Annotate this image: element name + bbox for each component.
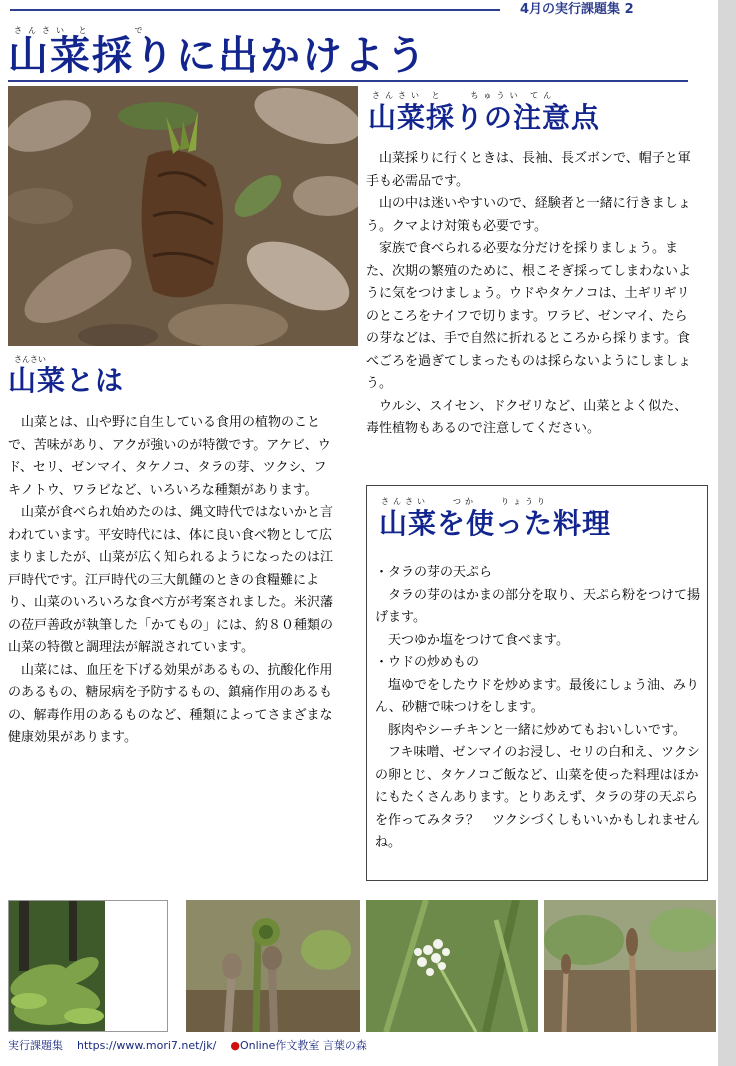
recipe-line: フキ味噌、ゼンマイのお浸し、セリの白和え、ツクシの卵とじ、タケノコご飯など、山菜を使った料理はほかにもたくさんあります。とりあえず、タラの芽の天ぷらを作ってみタラ？ ツクシづくしもいいかもしれませんね。 <box>375 745 700 850</box>
footer-bullet: ● <box>230 1039 240 1052</box>
title-underline <box>8 80 688 82</box>
about-paragraph: 山菜が食べられ始めたのは、縄文時代ではないかと言われています。平安時代には、体に良い食べ物として広まりましたが、山菜が広く知られるようになったのは江戸時代です。江戸時代の三大飢饉のときの食糧難により、山菜のいろいろな食べ方が考案されました。米沢藩の莅戸善政が執筆した「かてもの」には、約８０種類の山菜の特徴と調理法が解説されています。 <box>8 505 334 655</box>
about-section-title: 山菜とは <box>8 364 125 397</box>
footer-title: 実行課題集 <box>8 1039 63 1052</box>
footer-url-link[interactable]: https://www.mori7.net/jk/ <box>77 1039 217 1052</box>
header-rule <box>10 9 500 11</box>
recipe-line: タラの芽のはかまの部分を取り、天ぷら粉をつけて揚げます。 <box>375 587 701 625</box>
recipe-section-title: 山菜を使った料理 <box>379 507 612 540</box>
recipe-line: ・ウドの炒めもの <box>375 655 480 670</box>
footer <box>8 1039 367 1053</box>
caution-paragraph: 家族で食べられる必要な分だけを採りましょう。また、次期の繁殖のために、根こそぎ採ってしまわないように気をつけましょう。ウドやタケノコは、土ギリギリのところをナイフで切ります。ワラビ、ゼンマイ、たらの芽などは、手で自然に折れるところから採ります。食べごろを過ぎてしまったものは採らないようにしましょう。 <box>366 241 692 391</box>
main-title: 山菜採りに出かけよう <box>8 33 428 79</box>
horsetail-photo <box>544 900 716 1032</box>
fern-photo <box>8 900 168 1032</box>
fiddlehead-photo <box>186 900 360 1032</box>
white-flower-photo <box>366 900 538 1032</box>
about-paragraph: 山菜には、血圧を下げる効果があるもの、抗酸化作用のあるもの、糖尿病を予防するもの、鎮痛作用のあるもの、解毒作用のあるものなど、種類によってさまざまな健康効果があります。 <box>8 662 333 745</box>
recipe-line: 豚肉やシーチキンと一緒に炒めてもおいしいです。 <box>375 722 686 738</box>
caution-section-title: 山菜採りの注意点 <box>368 101 601 134</box>
header-label: 4月の実行課題集 2 <box>520 2 634 17</box>
page-edge-bar <box>718 0 736 1066</box>
caution-title-ruby: さんさい と ちゅうい てん <box>372 91 557 100</box>
bamboo-shoot-photo <box>8 86 358 346</box>
recipe-title-ruby: さんさい つか りょうり <box>381 497 549 506</box>
recipe-line: 塩ゆでをしたウドを炒めます。最後にしょう油、みりん、砂糖で味つけをします。 <box>375 677 699 715</box>
main-title-ruby: さんさい と で <box>14 26 149 35</box>
footer-site-name: Online作文教室 言葉の森 <box>239 1039 367 1052</box>
caution-paragraph: ウルシ、スイセン、ドクゼリなど、山菜とよく似た、毒性植物もあるので注意してください。 <box>366 398 688 436</box>
recipe-box <box>366 485 708 881</box>
caution-paragraph: 山菜採りに行くときは、長袖、長ズボンで、帽子と軍手も必需品です。 <box>366 151 691 189</box>
recipe-line: ・タラの芽の天ぷら <box>375 565 493 580</box>
about-paragraph: 山菜とは、山や野に自生している食用の植物のことで、苦味があり、アクが強いのが特徴です。アケビ、ウド、セリ、ゼンマイ、タケノコ、タラの芽、ツクシ、フキノトウ、ワラビなど、いろいろな種類があります。 <box>8 415 331 498</box>
caution-text <box>366 148 700 441</box>
caution-paragraph: 山の中は迷いやすいので、経験者と一緒に行きましょう。クマよけ対策も必要です。 <box>366 196 691 234</box>
about-title-ruby: さんさい <box>14 355 46 364</box>
recipe-line: 天つゆか塩をつけて食べます。 <box>375 632 569 648</box>
about-text <box>8 412 338 750</box>
recipe-text <box>375 562 701 855</box>
